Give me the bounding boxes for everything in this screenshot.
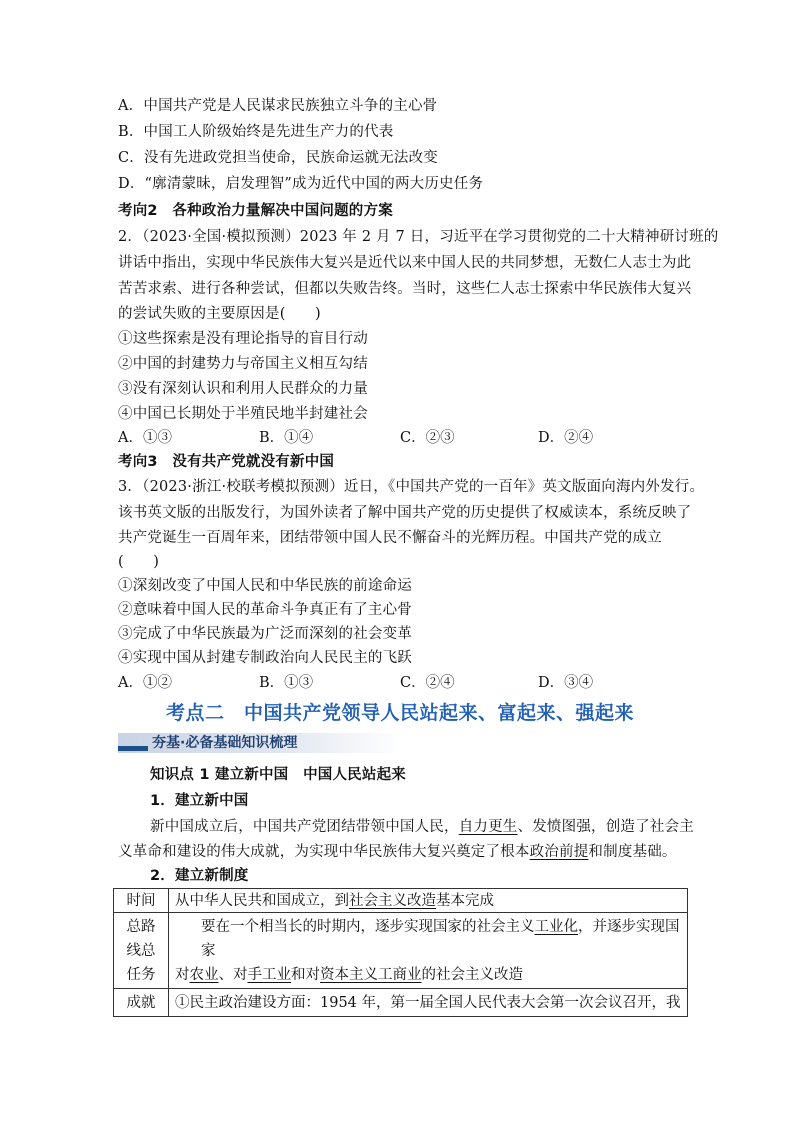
table-value-cell — [169, 913, 688, 989]
q3-item: ③完成了中华民族最为广泛而深刻的社会变革 — [118, 626, 412, 642]
para-text: 和制度基础。 — [588, 844, 677, 860]
cell-underline: 社会主义改造 — [349, 892, 436, 909]
q1-option-d: D．“廓清蒙昧，启发理智”成为近代中国的两大历史任务 — [118, 176, 484, 192]
cell-text: ，并逐步实现国家 — [201, 918, 680, 959]
kaoxiang3-title: 考向3 没有共产党就没有新中国 — [118, 454, 335, 470]
key-line: 总路 — [126, 918, 156, 935]
q3-item: ④实现中国从封建专制政治向人民民主的飞跃 — [118, 650, 412, 666]
q2-item: ①这些探索是没有理论指导的盲目行动 — [118, 331, 368, 347]
q3-option-d: D．③④ — [538, 675, 594, 691]
paragraph-line-1 — [150, 817, 694, 837]
table-key-cell: 成就 — [114, 989, 169, 1017]
cell-text: 对 — [175, 966, 190, 983]
para-text: 、发愤图强，创造了社会主 — [517, 819, 694, 835]
q2-stem-line: 2．（2023·全国·模拟预测）2023 年 2 月 7 日，习近平在学习贯彻党的二十大精神研讨班的 — [118, 229, 719, 245]
para-underline: 政治前提 — [529, 844, 589, 860]
table-row — [114, 913, 688, 989]
cell-text: 从中华人民共和国成立，到 — [175, 892, 349, 909]
cell-underline: 手工业 — [247, 966, 291, 983]
table-row — [114, 889, 688, 913]
table-key-cell — [114, 913, 169, 989]
banner-accent-bar — [118, 746, 148, 751]
section-title: 考点二 中国共产党领导人民站起来、富起来、强起来 — [165, 702, 634, 724]
para-text: 新中国成立后，中国共产党团结带领中国人民， — [150, 819, 459, 835]
q3-stem-line: 3．（2023·浙江·校联考模拟预测）近日，《中国共产党的一百年》英文版面向海内外发行。 — [118, 479, 705, 495]
q2-option-a: A．①③ — [118, 430, 172, 446]
q3-stem-line: 共产党诞生一百周年来，团结带领中国人民不懈奋斗的光辉历程。中国共产党的成立 — [118, 530, 662, 546]
subheading-1: 1．建立新中国 — [150, 793, 249, 809]
knowledge-point-title: 知识点 1 建立新中国 中国人民站起来 — [150, 767, 406, 783]
banner-label: 夯基·必备基础知识梳理 — [152, 735, 298, 751]
cell-underline: 工业化 — [534, 918, 578, 935]
key-line: 任务 — [126, 966, 156, 983]
q2-stem-line: 苦苦求索、进行各种尝试，但都以失败告终。当时，这些仁人志士探索中华民族伟大复兴 — [118, 281, 692, 297]
q2-item: ②中国的封建势力与帝国主义相互勾结 — [118, 356, 368, 372]
cell-text: 要在一个相当长的时期内，逐步实现国家的社会主义 — [201, 918, 535, 935]
q3-item: ①深刻改变了中国人民和中华民族的前途命运 — [118, 578, 412, 594]
cell-line — [175, 963, 687, 987]
table-key-cell: 时间 — [114, 889, 169, 913]
new-system-table — [113, 888, 688, 1017]
cell-text: 、对 — [218, 966, 248, 983]
key-line: 线总 — [126, 942, 156, 959]
cell-underline: 农业 — [189, 966, 219, 983]
q2-item: ③没有深刻认识和利用人民群众的力量 — [118, 381, 368, 397]
cell-line — [175, 915, 687, 963]
cell-text: 的社会主义改造 — [421, 966, 523, 983]
subheading-2: 2．建立新制度 — [150, 868, 249, 884]
q3-option-b: B．①③ — [259, 675, 314, 691]
paragraph-line-2 — [118, 842, 677, 862]
cell-text: 和对 — [291, 966, 320, 983]
q3-option-c: C．②④ — [400, 675, 455, 691]
q1-option-a: A．中国共产党是人民谋求民族独立斗争的主心骨 — [118, 98, 438, 114]
cell-underline: 资本主义工商业 — [320, 966, 422, 983]
q2-item: ④中国已长期处于半殖民地半封建社会 — [118, 406, 368, 422]
q1-option-b: B．中国工人阶级始终是先进生产力的代表 — [118, 124, 394, 140]
q2-stem-line: 的尝试失败的主要原因是( ) — [118, 306, 321, 322]
kaoxiang2-title: 考向2 各种政治力量解决中国问题的方案 — [118, 203, 393, 219]
q2-option-b: B．①④ — [259, 430, 314, 446]
q2-option-d: D．②④ — [538, 430, 594, 446]
para-underline: 自力更生 — [458, 819, 518, 835]
q3-item: ②意味着中国人民的革命斗争真正有了主心骨 — [118, 602, 412, 618]
q3-stem-line: ( ) — [118, 554, 160, 570]
section-banner — [118, 733, 403, 753]
table-value-cell: ①民主政治建设方面：1954 年，第一届全国人民代表大会第一次会议召开，我 — [169, 989, 688, 1017]
cell-text: 基本完成 — [436, 892, 494, 909]
table-row — [114, 989, 688, 1017]
q2-option-c: C．②③ — [400, 430, 455, 446]
q1-option-c: C．没有先进政党担当使命，民族命运就无法改变 — [118, 150, 438, 166]
para-text: 义革命和建设的伟大成就，为实现中华民族伟大复兴奠定了根本 — [118, 844, 530, 860]
q3-stem-line: 该书英文版的出版发行，为国外读者了解中国共产党的历史提供了权威读本，系统反映了 — [118, 505, 692, 521]
q3-option-a: A．①② — [118, 675, 172, 691]
q2-stem-line: 讲话中指出，实现中华民族伟大复兴是近代以来中国人民的共同梦想，无数仁人志士为此 — [118, 255, 692, 271]
table-value-cell — [169, 889, 688, 913]
